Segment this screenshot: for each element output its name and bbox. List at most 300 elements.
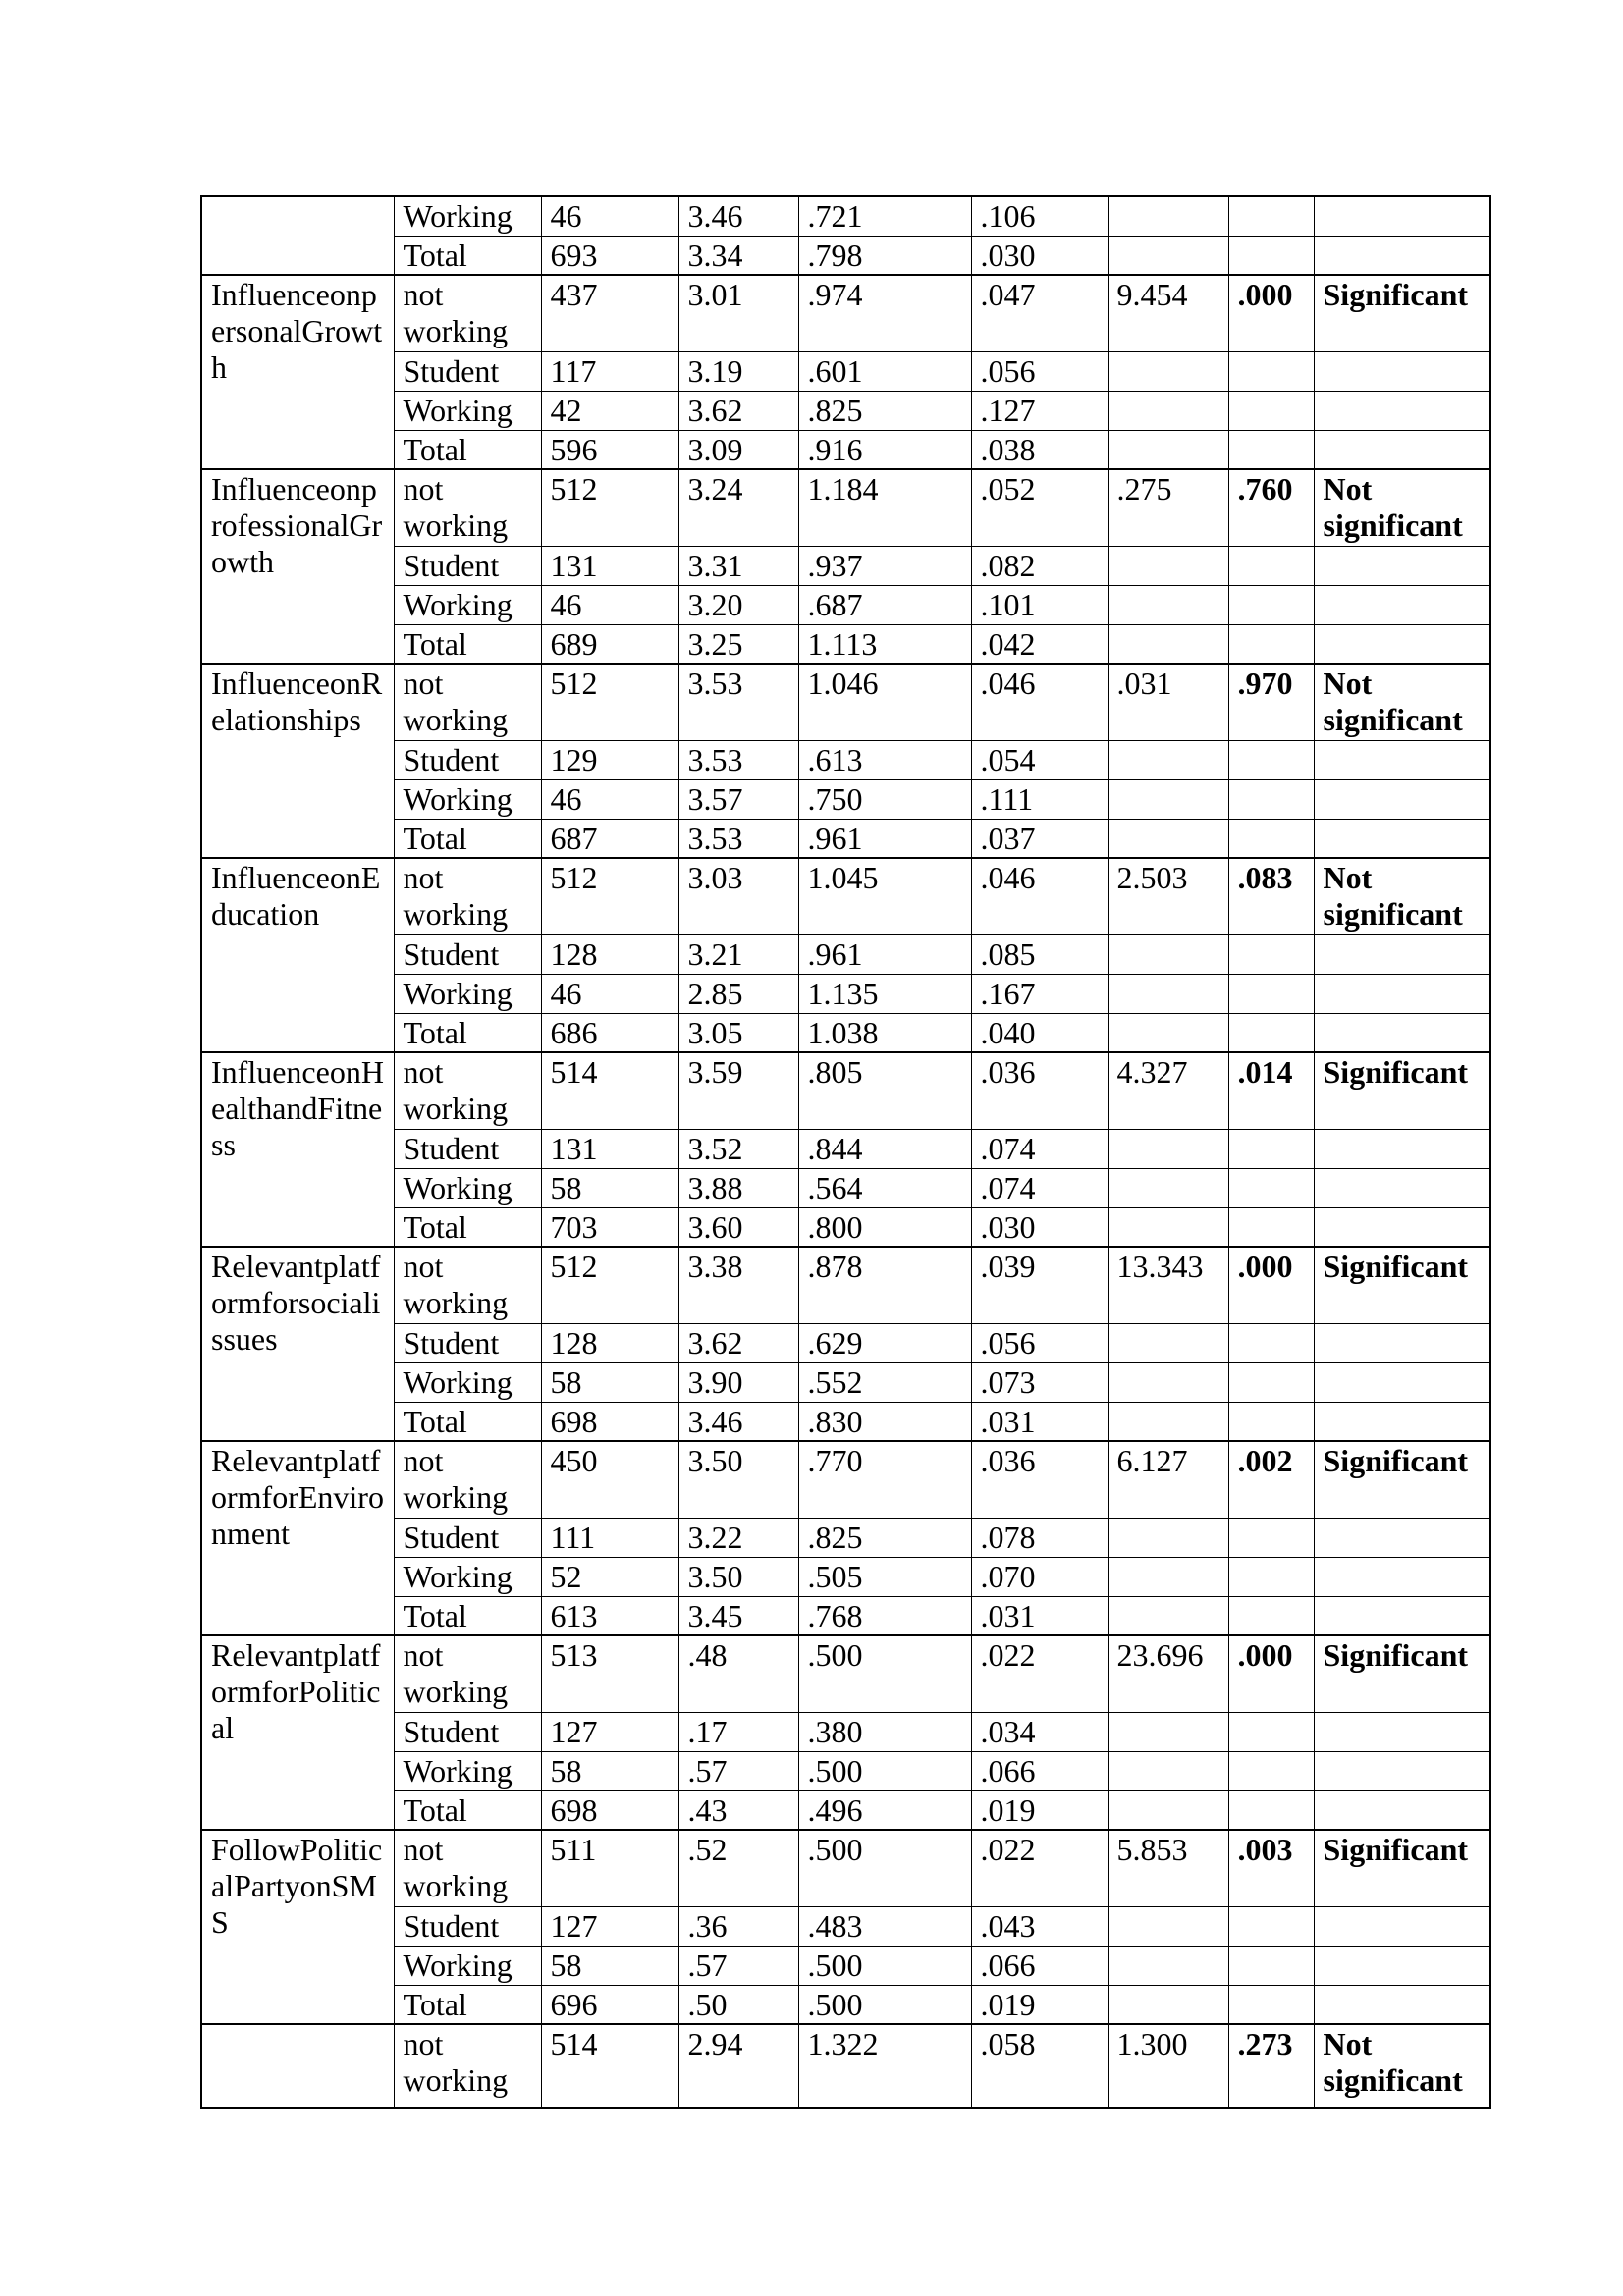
std-error-cell: .019	[971, 1790, 1108, 1830]
sample-size-cell: 698	[541, 1790, 678, 1830]
f-value-cell: .275	[1108, 469, 1228, 546]
mean-cell: .57	[678, 1751, 798, 1790]
sample-size-cell: 687	[541, 819, 678, 858]
sample-size-cell: 686	[541, 1013, 678, 1052]
result-cell: Significant	[1314, 1247, 1490, 1323]
sig-value-cell: .760	[1228, 469, 1314, 546]
group-cell: Total	[394, 1596, 541, 1635]
sample-size-cell: 450	[541, 1441, 678, 1518]
f-value-cell: 6.127	[1108, 1441, 1228, 1518]
sig-value-cell	[1228, 1013, 1314, 1052]
group-cell: not working	[394, 1441, 541, 1518]
result-cell	[1314, 1518, 1490, 1557]
group-cell: Student	[394, 1518, 541, 1557]
sample-size-cell: 128	[541, 1323, 678, 1362]
sample-size-cell: 58	[541, 1946, 678, 1985]
mean-cell: 3.05	[678, 1013, 798, 1052]
group-cell: Working	[394, 1168, 541, 1207]
sample-size-cell: 437	[541, 275, 678, 351]
sample-size-cell: 58	[541, 1751, 678, 1790]
f-value-cell	[1108, 1362, 1228, 1402]
group-cell: Working	[394, 1751, 541, 1790]
f-value-cell	[1108, 819, 1228, 858]
std-deviation-cell: .805	[798, 1052, 971, 1129]
std-error-cell: .085	[971, 934, 1108, 974]
sample-size-cell: 129	[541, 740, 678, 779]
sig-value-cell	[1228, 1790, 1314, 1830]
mean-cell: 3.59	[678, 1052, 798, 1129]
table-row	[201, 430, 1490, 469]
group-cell: not working	[394, 664, 541, 740]
group-cell: Total	[394, 819, 541, 858]
std-error-cell: .066	[971, 1946, 1108, 1985]
sig-value-cell	[1228, 1129, 1314, 1168]
group-cell: Student	[394, 934, 541, 974]
std-deviation-cell: .825	[798, 1518, 971, 1557]
sig-value-cell: .000	[1228, 1635, 1314, 1712]
group-cell: Working	[394, 974, 541, 1013]
std-deviation-cell: .800	[798, 1207, 971, 1247]
sample-size-cell: 696	[541, 1985, 678, 2024]
sample-size-cell: 46	[541, 196, 678, 236]
f-value-cell	[1108, 1946, 1228, 1985]
table-row	[201, 934, 1490, 974]
std-error-cell: .047	[971, 275, 1108, 351]
std-deviation-cell: .500	[798, 1946, 971, 1985]
f-value-cell	[1108, 430, 1228, 469]
table-row	[201, 1518, 1490, 1557]
f-value-cell: 23.696	[1108, 1635, 1228, 1712]
table-row	[201, 196, 1490, 236]
sig-value-cell: .014	[1228, 1052, 1314, 1129]
f-value-cell	[1108, 1168, 1228, 1207]
table-row	[201, 585, 1490, 624]
mean-cell: 3.22	[678, 1518, 798, 1557]
sig-value-cell	[1228, 1712, 1314, 1751]
sample-size-cell: 596	[541, 430, 678, 469]
result-cell	[1314, 740, 1490, 779]
result-cell	[1314, 1790, 1490, 1830]
sample-size-cell: 117	[541, 351, 678, 391]
table-row	[201, 1712, 1490, 1751]
mean-cell: 3.03	[678, 858, 798, 934]
sig-value-cell	[1228, 819, 1314, 858]
f-value-cell	[1108, 391, 1228, 430]
mean-cell: 3.24	[678, 469, 798, 546]
sample-size-cell: 58	[541, 1362, 678, 1402]
f-value-cell	[1108, 1402, 1228, 1441]
std-error-cell: .111	[971, 779, 1108, 819]
std-error-cell: .074	[971, 1129, 1108, 1168]
std-deviation-cell: .830	[798, 1402, 971, 1441]
sample-size-cell: 46	[541, 779, 678, 819]
mean-cell: 3.88	[678, 1168, 798, 1207]
table-row	[201, 1441, 1490, 1518]
std-deviation-cell: .601	[798, 351, 971, 391]
result-cell	[1314, 1557, 1490, 1596]
mean-cell: 3.53	[678, 740, 798, 779]
anova-table	[200, 195, 1491, 2109]
table-row	[201, 1052, 1490, 1129]
f-value-cell	[1108, 1751, 1228, 1790]
mean-cell: 3.19	[678, 351, 798, 391]
table-row	[201, 974, 1490, 1013]
std-error-cell: .043	[971, 1906, 1108, 1946]
table-row	[201, 1013, 1490, 1052]
table-row	[201, 1751, 1490, 1790]
variable-label-cell	[201, 196, 394, 275]
sig-value-cell	[1228, 1751, 1314, 1790]
result-cell	[1314, 1323, 1490, 1362]
mean-cell: 3.38	[678, 1247, 798, 1323]
sample-size-cell: 52	[541, 1557, 678, 1596]
sig-value-cell	[1228, 779, 1314, 819]
std-deviation-cell: .500	[798, 1751, 971, 1790]
mean-cell: 3.90	[678, 1362, 798, 1402]
mean-cell: 3.01	[678, 275, 798, 351]
sig-value-cell	[1228, 1557, 1314, 1596]
group-cell: Working	[394, 1557, 541, 1596]
sample-size-cell: 512	[541, 1247, 678, 1323]
std-error-cell: .022	[971, 1830, 1108, 1906]
group-cell: Student	[394, 351, 541, 391]
group-cell: Working	[394, 585, 541, 624]
std-error-cell: .101	[971, 585, 1108, 624]
f-value-cell	[1108, 779, 1228, 819]
std-error-cell: .058	[971, 2024, 1108, 2108]
result-cell	[1314, 430, 1490, 469]
sig-value-cell	[1228, 1985, 1314, 2024]
result-cell: Significant	[1314, 1635, 1490, 1712]
std-error-cell: .167	[971, 974, 1108, 1013]
std-deviation-cell: .825	[798, 391, 971, 430]
sig-value-cell	[1228, 1518, 1314, 1557]
std-error-cell: .038	[971, 430, 1108, 469]
std-deviation-cell: .552	[798, 1362, 971, 1402]
std-error-cell: .127	[971, 391, 1108, 430]
f-value-cell: 13.343	[1108, 1247, 1228, 1323]
table-row	[201, 779, 1490, 819]
result-cell	[1314, 934, 1490, 974]
mean-cell: .36	[678, 1906, 798, 1946]
std-error-cell: .046	[971, 858, 1108, 934]
std-error-cell: .022	[971, 1635, 1108, 1712]
std-deviation-cell: .721	[798, 196, 971, 236]
group-cell: not working	[394, 1052, 541, 1129]
group-cell: Student	[394, 1906, 541, 1946]
sample-size-cell: 512	[541, 664, 678, 740]
std-deviation-cell: .961	[798, 819, 971, 858]
group-cell: Student	[394, 546, 541, 585]
sample-size-cell: 128	[541, 934, 678, 974]
sig-value-cell	[1228, 546, 1314, 585]
mean-cell: 3.60	[678, 1207, 798, 1247]
std-error-cell: .082	[971, 546, 1108, 585]
table-row	[201, 1129, 1490, 1168]
sig-value-cell	[1228, 1207, 1314, 1247]
mean-cell: 3.46	[678, 1402, 798, 1441]
table-row	[201, 469, 1490, 546]
group-cell: not working	[394, 858, 541, 934]
group-cell: not working	[394, 1247, 541, 1323]
mean-cell: .57	[678, 1946, 798, 1985]
variable-label-cell: InfluenceonprofessionalGrowth	[201, 469, 394, 664]
result-cell	[1314, 1946, 1490, 1985]
std-error-cell: .031	[971, 1402, 1108, 1441]
std-error-cell: .031	[971, 1596, 1108, 1635]
table-row	[201, 1635, 1490, 1712]
mean-cell: 3.53	[678, 664, 798, 740]
mean-cell: 3.62	[678, 391, 798, 430]
std-deviation-cell: .483	[798, 1906, 971, 1946]
sample-size-cell: 511	[541, 1830, 678, 1906]
sig-value-cell	[1228, 196, 1314, 236]
sig-value-cell: .000	[1228, 275, 1314, 351]
std-deviation-cell: .974	[798, 275, 971, 351]
group-cell: Total	[394, 236, 541, 275]
sample-size-cell: 127	[541, 1906, 678, 1946]
group-cell: Total	[394, 1207, 541, 1247]
variable-label-cell: InfluenceonHealthandFitness	[201, 1052, 394, 1247]
std-error-cell: .106	[971, 196, 1108, 236]
sample-size-cell: 613	[541, 1596, 678, 1635]
sample-size-cell: 514	[541, 1052, 678, 1129]
group-cell: not working	[394, 275, 541, 351]
std-deviation-cell: .687	[798, 585, 971, 624]
f-value-cell	[1108, 1596, 1228, 1635]
table-row	[201, 1557, 1490, 1596]
std-error-cell: .054	[971, 740, 1108, 779]
variable-label-cell: FollowPoliticalPartyonSMS	[201, 1830, 394, 2024]
f-value-cell	[1108, 1207, 1228, 1247]
mean-cell: 3.52	[678, 1129, 798, 1168]
std-error-cell: .039	[971, 1247, 1108, 1323]
std-deviation-cell: .768	[798, 1596, 971, 1635]
result-cell	[1314, 819, 1490, 858]
sample-size-cell: 693	[541, 236, 678, 275]
table-row	[201, 236, 1490, 275]
mean-cell: .43	[678, 1790, 798, 1830]
group-cell: Student	[394, 1712, 541, 1751]
f-value-cell	[1108, 585, 1228, 624]
mean-cell: 3.62	[678, 1323, 798, 1362]
variable-label-cell: InfluenceonRelationships	[201, 664, 394, 858]
group-cell: not working	[394, 469, 541, 546]
table-row	[201, 1946, 1490, 1985]
table-row	[201, 1362, 1490, 1402]
std-error-cell: .046	[971, 664, 1108, 740]
group-cell: Total	[394, 1402, 541, 1441]
group-cell: Working	[394, 1946, 541, 1985]
result-cell	[1314, 1207, 1490, 1247]
sample-size-cell: 46	[541, 585, 678, 624]
std-deviation-cell: .770	[798, 1441, 971, 1518]
group-cell: Working	[394, 391, 541, 430]
std-deviation-cell: .878	[798, 1247, 971, 1323]
mean-cell: 2.85	[678, 974, 798, 1013]
table-row	[201, 664, 1490, 740]
result-cell	[1314, 1013, 1490, 1052]
std-deviation-cell: 1.113	[798, 624, 971, 664]
result-cell	[1314, 1362, 1490, 1402]
group-cell: Working	[394, 1362, 541, 1402]
variable-label-cell: RelevantplatformforEnvironment	[201, 1441, 394, 1635]
variable-label-cell	[201, 2024, 394, 2108]
std-deviation-cell: .500	[798, 1635, 971, 1712]
f-value-cell	[1108, 236, 1228, 275]
result-cell	[1314, 1129, 1490, 1168]
group-cell: Total	[394, 430, 541, 469]
std-deviation-cell: .505	[798, 1557, 971, 1596]
result-cell: Not significant	[1314, 469, 1490, 546]
sample-size-cell: 46	[541, 974, 678, 1013]
table-row	[201, 1247, 1490, 1323]
mean-cell: .50	[678, 1985, 798, 2024]
result-cell: Significant	[1314, 275, 1490, 351]
std-deviation-cell: .961	[798, 934, 971, 974]
std-deviation-cell: .500	[798, 1985, 971, 2024]
result-cell: Not significant	[1314, 858, 1490, 934]
group-cell: Total	[394, 624, 541, 664]
std-deviation-cell: .629	[798, 1323, 971, 1362]
table-row	[201, 1830, 1490, 1906]
mean-cell: 3.31	[678, 546, 798, 585]
sig-value-cell	[1228, 1362, 1314, 1402]
sample-size-cell: 703	[541, 1207, 678, 1247]
sig-value-cell	[1228, 391, 1314, 430]
mean-cell: 3.21	[678, 934, 798, 974]
sig-value-cell	[1228, 236, 1314, 275]
sig-value-cell	[1228, 1946, 1314, 1985]
table-row	[201, 351, 1490, 391]
group-cell: Working	[394, 196, 541, 236]
std-error-cell: .078	[971, 1518, 1108, 1557]
result-cell	[1314, 351, 1490, 391]
group-cell: Student	[394, 1129, 541, 1168]
table-row	[201, 1323, 1490, 1362]
result-cell	[1314, 236, 1490, 275]
table-row	[201, 1207, 1490, 1247]
f-value-cell	[1108, 1557, 1228, 1596]
table-row	[201, 1168, 1490, 1207]
table-row	[201, 391, 1490, 430]
result-cell	[1314, 391, 1490, 430]
result-cell	[1314, 585, 1490, 624]
group-cell: Student	[394, 1323, 541, 1362]
std-deviation-cell: .916	[798, 430, 971, 469]
mean-cell: 3.46	[678, 196, 798, 236]
group-cell: Working	[394, 779, 541, 819]
std-error-cell: .036	[971, 1052, 1108, 1129]
result-cell: Significant	[1314, 1441, 1490, 1518]
result-cell	[1314, 1712, 1490, 1751]
sig-value-cell: .083	[1228, 858, 1314, 934]
table-row	[201, 1596, 1490, 1635]
std-deviation-cell: 1.184	[798, 469, 971, 546]
std-error-cell: .056	[971, 1323, 1108, 1362]
table-row	[201, 1985, 1490, 2024]
sig-value-cell	[1228, 585, 1314, 624]
result-cell	[1314, 779, 1490, 819]
table-row	[201, 858, 1490, 934]
mean-cell: .48	[678, 1635, 798, 1712]
std-deviation-cell: .937	[798, 546, 971, 585]
result-cell	[1314, 1402, 1490, 1441]
sample-size-cell: 689	[541, 624, 678, 664]
std-deviation-cell: .750	[798, 779, 971, 819]
sig-value-cell	[1228, 430, 1314, 469]
std-deviation-cell: 1.046	[798, 664, 971, 740]
f-value-cell	[1108, 1985, 1228, 2024]
group-cell: Total	[394, 1985, 541, 2024]
sig-value-cell	[1228, 740, 1314, 779]
sig-value-cell	[1228, 351, 1314, 391]
f-value-cell	[1108, 1712, 1228, 1751]
std-error-cell: .070	[971, 1557, 1108, 1596]
mean-cell: 3.50	[678, 1557, 798, 1596]
std-error-cell: .019	[971, 1985, 1108, 2024]
sample-size-cell: 131	[541, 1129, 678, 1168]
f-value-cell	[1108, 740, 1228, 779]
result-cell	[1314, 546, 1490, 585]
sample-size-cell: 127	[541, 1712, 678, 1751]
mean-cell: 3.53	[678, 819, 798, 858]
sig-value-cell: .273	[1228, 2024, 1314, 2108]
result-cell: Significant	[1314, 1830, 1490, 1906]
sample-size-cell: 131	[541, 546, 678, 585]
std-deviation-cell: .496	[798, 1790, 971, 1830]
f-value-cell: 4.327	[1108, 1052, 1228, 1129]
group-cell: Total	[394, 1790, 541, 1830]
std-deviation-cell: .844	[798, 1129, 971, 1168]
mean-cell: 3.20	[678, 585, 798, 624]
std-error-cell: .040	[971, 1013, 1108, 1052]
table-row	[201, 819, 1490, 858]
table-row	[201, 546, 1490, 585]
f-value-cell	[1108, 1518, 1228, 1557]
mean-cell: .17	[678, 1712, 798, 1751]
sig-value-cell: .970	[1228, 664, 1314, 740]
result-cell	[1314, 624, 1490, 664]
f-value-cell	[1108, 624, 1228, 664]
std-error-cell: .030	[971, 236, 1108, 275]
std-deviation-cell: 1.038	[798, 1013, 971, 1052]
f-value-cell	[1108, 1906, 1228, 1946]
f-value-cell	[1108, 351, 1228, 391]
result-cell	[1314, 1985, 1490, 2024]
std-deviation-cell: .380	[798, 1712, 971, 1751]
mean-cell: 3.45	[678, 1596, 798, 1635]
result-cell: Significant	[1314, 1052, 1490, 1129]
f-value-cell	[1108, 1129, 1228, 1168]
f-value-cell: .031	[1108, 664, 1228, 740]
mean-cell: 3.25	[678, 624, 798, 664]
std-error-cell: .030	[971, 1207, 1108, 1247]
std-error-cell: .042	[971, 624, 1108, 664]
f-value-cell: 2.503	[1108, 858, 1228, 934]
f-value-cell	[1108, 196, 1228, 236]
table-row	[201, 2024, 1490, 2108]
f-value-cell	[1108, 974, 1228, 1013]
sig-value-cell	[1228, 934, 1314, 974]
group-cell: Total	[394, 1013, 541, 1052]
std-deviation-cell: .500	[798, 1830, 971, 1906]
table-row	[201, 275, 1490, 351]
table-row	[201, 624, 1490, 664]
mean-cell: 2.94	[678, 2024, 798, 2108]
f-value-cell	[1108, 546, 1228, 585]
std-error-cell: .073	[971, 1362, 1108, 1402]
